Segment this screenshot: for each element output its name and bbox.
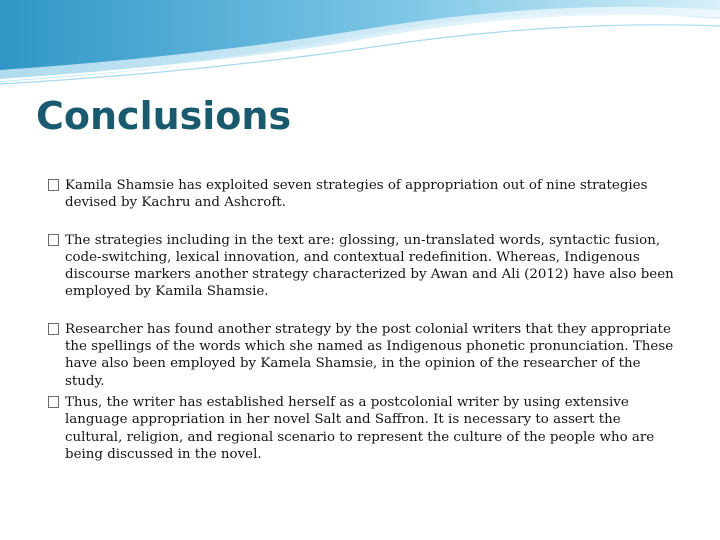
bullet-item <box>48 177 680 212</box>
bullet-item <box>48 321 680 390</box>
square-bullet-icon <box>48 234 59 246</box>
bullet-text: The strategies including in the text are: glossing, un-translated words, syntactic fusion, code-switching, lexical innovation, and contextual redefinition. Whereas, Indigenous discourse markers another strategy characterized by Awan and Ali (2012) have also been employed by Kamila Shamsie. <box>65 232 674 300</box>
bullet-text: Researcher has found another strategy by the post colonial writers that they appropriate the spellings of the words which she named as Indigenous phonetic pronunciation. These have also been employed by Kamela Shamsie, in the opinion of the researcher of the study. <box>65 321 674 389</box>
slide-title: Conclusions <box>36 94 292 138</box>
bullet-item <box>48 394 680 463</box>
bullet-list <box>48 177 680 463</box>
square-bullet-icon <box>48 396 59 408</box>
bullet-text: Kamila Shamsie has exploited seven strategies of appropriation out of nine strategies devised by Kachru and Ashcroft. <box>65 178 648 211</box>
bullet-item <box>48 232 680 301</box>
square-bullet-icon <box>48 179 59 191</box>
bullet-text: Thus, the writer has established herself as a postcolonial writer by using extensive language appropriation in her novel Salt and Saffron. It is necessary to assert the cultural, religion, and regional scenario to represent the culture of the people who are being discussed in the novel. <box>65 394 655 462</box>
square-bullet-icon <box>48 323 59 335</box>
header-wave-decoration <box>0 0 720 85</box>
